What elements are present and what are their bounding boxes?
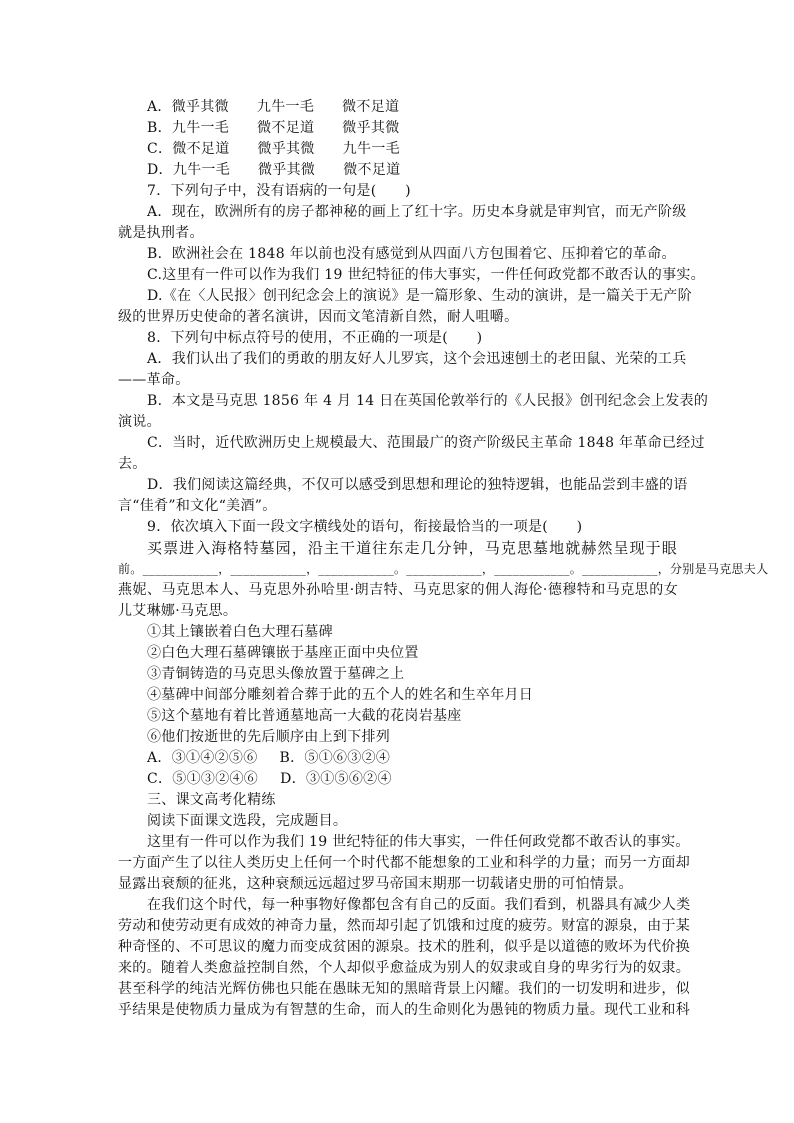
q9-item-1: ①其上镶嵌着白色大理石墓碑 [147,624,333,640]
q9-passage-line2: 前。____________，____________，____________。____________，____________。____________，分别是马克思夫人 [118,562,769,576]
passage-p2-line2: 劳动和使劳动更有成效的神奇力量，然而却引起了饥饿和过度的疲劳。财富的源泉，由于某 [118,918,690,934]
q8-option-d-line2: 言“佳肴”和文化“美酒”。 [118,498,277,514]
q7-stem: 7．下列句子中，没有语病的一句是( ) [147,183,411,199]
q8-stem: 8．下列句中标点符号的使用，不正确的一项是( ) [147,330,483,346]
q7-option-a-line2: 就是执刑者。 [118,225,204,241]
passage-p1-line3: 显露出衰颓的征兆，这种衰颓远远超过罗马帝国末期那一切载诸史册的可怕情景。 [118,876,633,892]
q7-option-b: B．欧洲社会在 1848 年以前也没有感觉到从四面八方包围着它、压抑着它的革命。 [147,246,676,262]
q9-option-c: C．⑤①③②④⑥ [147,771,259,787]
q7-option-c: C.这里有一件可以作为我们 19 世纪特征的伟大事实，一件任何政党都不敢否认的事实。 [147,267,705,283]
q9-passage-line1: 买票进入海格特墓园，沿主干道往东走几分钟，马克思墓地就赫然呈现于眼 [147,539,677,557]
section-3-title: 三、课文高考化精练 [147,792,276,808]
q8-option-d-line1: D．我们阅读这篇经典，不仅可以感受到思想和理论的独特逻辑，也能品尝到丰盛的语 [147,477,688,493]
q7-option-d-line1: D.《在〈人民报〉创刊纪念会上的演说》是一篇形象、生动的演讲，是一篇关于无产阶 [147,288,692,304]
q6-option-b: B．九牛一毛 微不足道 微乎其微 [147,120,400,136]
passage-p2-line3: 种奇怪的、不可思议的魔力而变成贫困的源泉。技术的胜利，似乎是以道德的败坏为代价换 [118,939,690,955]
q8-option-b-line1: B．本文是马克思 1856 年 4 月 14 日在英国伦敦举行的《人民报》创刊纪念会上发表的 [147,393,709,409]
passage-p2-line6: 乎结果是使物质力量成为有智慧的生命，而人的生命则化为愚钝的物质力量。现代工业和科 [118,1002,690,1018]
q9-passage-line4: 儿艾琳娜·马克思。 [118,603,238,619]
passage-p2-line4: 来的。随着人类愈益控制自然，个人却似乎愈益成为别人的奴隶或自身的卑劣行为的奴隶。 [118,960,690,976]
q8-option-c-line2: 去。 [118,456,147,472]
q7-option-a-line1: A．现在，欧洲所有的房子都神秘的画上了红十字。历史本身就是审判官，而无产阶级 [147,204,687,220]
q6-option-d: D．九牛一毛 微乎其微 微不足道 [147,162,401,178]
section-3-instruction: 阅读下面课文选段，完成题目。 [147,813,348,829]
q8-option-a-line1: A．我们认出了我们的勇敢的朋友好人儿罗宾，这个会迅速刨土的老田鼠、光荣的工兵 [147,351,687,367]
q9-options-row1 [147,748,390,768]
passage-p1-line2: 一方面产生了以往人类历史上任何一个时代都不能想象的工业和科学的力量；而另一方面却 [118,855,690,871]
q9-option-a: A．③①④②⑤⑥ [147,750,258,766]
q6-option-c: C．微不足道 微乎其微 九牛一毛 [147,141,400,157]
q7-option-d-line2: 级的世界历史使命的著名演讲，因而文笔清新自然，耐人咀嚼。 [118,309,519,325]
q9-item-6: ⑥他们按逝世的先后顺序由上到下排列 [147,729,391,745]
passage-p2-line1: 在我们这个时代，每一种事物好像都包含有自己的反面。我们看到，机器具有减少人类 [147,897,691,913]
q9-stem: 9．依次填入下面一段文字横线处的语句，衔接最恰当的一项是( ) [147,519,583,535]
q9-passage-line3: 燕妮、马克思本人、马克思外孙哈里·朗吉特、马克思家的佣人海伦·德穆特和马克思的女 [118,582,678,598]
q8-option-c-line1: C．当时，近代欧洲历史上规模最大、范围最广的资产阶级民主革命 1848 年革命已经过 [147,435,705,451]
q8-option-a-line2: ——革命。 [118,372,190,388]
passage-p1-line1: 这里有一件可以作为我们 19 世纪特征的伟大事实，一件任何政党都不敢否认的事实。 [147,834,690,850]
q9-item-4: ④墓碑中间部分雕刻着合葬于此的五个人的姓名和生卒年月日 [147,687,534,703]
q9-item-5: ⑤这个墓地有着比普通墓地高一大截的花岗岩基座 [147,708,462,724]
q9-option-b: B．⑤①⑥③②④ [279,750,391,766]
q9-item-2: ②白色大理石墓碑镶嵌于基座正面中央位置 [147,645,419,661]
q9-item-3: ③青铜铸造的马克思头像放置于墓碑之上 [147,666,405,682]
q8-option-b-line2: 演说。 [118,414,161,430]
q9-options-row2 [147,769,392,789]
passage-p2-line5: 甚至科学的纯洁光辉仿佛也只能在愚昧无知的黑暗背景上闪耀。我们的一切发明和进步，似 [118,981,690,997]
q9-option-d: D．③①⑤⑥②④ [280,771,392,787]
q6-option-a: A．微乎其微 九牛一毛 微不足道 [147,99,400,115]
